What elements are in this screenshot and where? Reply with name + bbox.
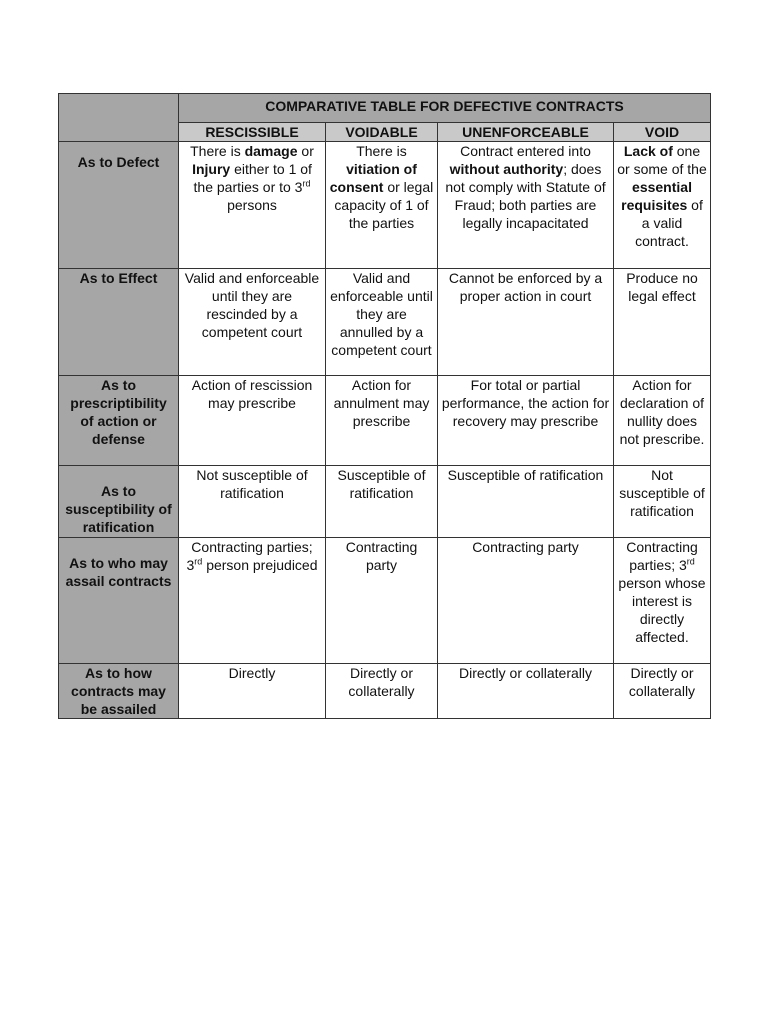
table-row (59, 466, 711, 538)
table-row (59, 664, 711, 719)
cell-ratification-unenforceable: Susceptible of ratification (438, 466, 614, 538)
cell-how-rescissible: Directly (179, 664, 326, 719)
cell-prescriptibility-unenforceable: For total or partial performance, the action for recovery may prescribe (438, 376, 614, 466)
cell-prescriptibility-rescissible: Action of rescission may prescribe (179, 376, 326, 466)
column-header-voidable: VOIDABLE (326, 123, 438, 142)
table-corner (59, 94, 179, 142)
cell-prescriptibility-voidable: Action for annulment may prescribe (326, 376, 438, 466)
cell-effect-void: Produce no legal effect (614, 269, 711, 376)
row-header-ratification: As to susceptibility of ratification (59, 466, 179, 538)
table-row (59, 269, 711, 376)
cell-who-unenforceable: Contracting party (438, 538, 614, 664)
cell-defect-voidable: There is vitiation of consent or legal capacity of 1 of the parties (326, 142, 438, 269)
cell-prescriptibility-void: Action for declaration of nullity does not prescribe. (614, 376, 711, 466)
table-row (59, 538, 711, 664)
table-title: COMPARATIVE TABLE FOR DEFECTIVE CONTRACTS (179, 94, 711, 123)
cell-defect-rescissible: There is damage or Injury either to 1 of the parties or to 3rd persons (179, 142, 326, 269)
cell-ratification-void: Not susceptible of ratification (614, 466, 711, 538)
cell-who-rescissible: Contracting parties; 3rd person prejudiced (179, 538, 326, 664)
cell-defect-void: Lack of one or some of the essential requisites of a valid contract. (614, 142, 711, 269)
cell-effect-voidable: Valid and enforceable until they are annulled by a competent court (326, 269, 438, 376)
cell-effect-rescissible: Valid and enforceable until they are rescinded by a competent court (179, 269, 326, 376)
cell-who-void: Contracting parties; 3rd person whose interest is directly affected. (614, 538, 711, 664)
cell-how-void: Directly or collaterally (614, 664, 711, 719)
row-header-defect: As to Defect (59, 142, 179, 269)
cell-effect-unenforceable: Cannot be enforced by a proper action in court (438, 269, 614, 376)
row-header-prescriptibility: As to prescriptibility of action or defense (59, 376, 179, 466)
column-header-rescissible: RESCISSIBLE (179, 123, 326, 142)
row-header-who-may-assail: As to who may assail contracts (59, 538, 179, 664)
column-header-void: VOID (614, 123, 711, 142)
column-header-unenforceable: UNENFORCEABLE (438, 123, 614, 142)
comparative-table (58, 93, 711, 719)
cell-who-voidable: Contracting party (326, 538, 438, 664)
cell-ratification-rescissible: Not susceptible of ratification (179, 466, 326, 538)
cell-ratification-voidable: Susceptible of ratification (326, 466, 438, 538)
cell-how-voidable: Directly or collaterally (326, 664, 438, 719)
row-header-effect: As to Effect (59, 269, 179, 376)
table-row (59, 376, 711, 466)
cell-defect-unenforceable: Contract entered into without authority; does not comply with Statute of Fraud; both parties are legally incapacitated (438, 142, 614, 269)
table-row (59, 142, 711, 269)
row-header-how-assailed: As to how contracts may be assailed (59, 664, 179, 719)
cell-how-unenforceable: Directly or collaterally (438, 664, 614, 719)
